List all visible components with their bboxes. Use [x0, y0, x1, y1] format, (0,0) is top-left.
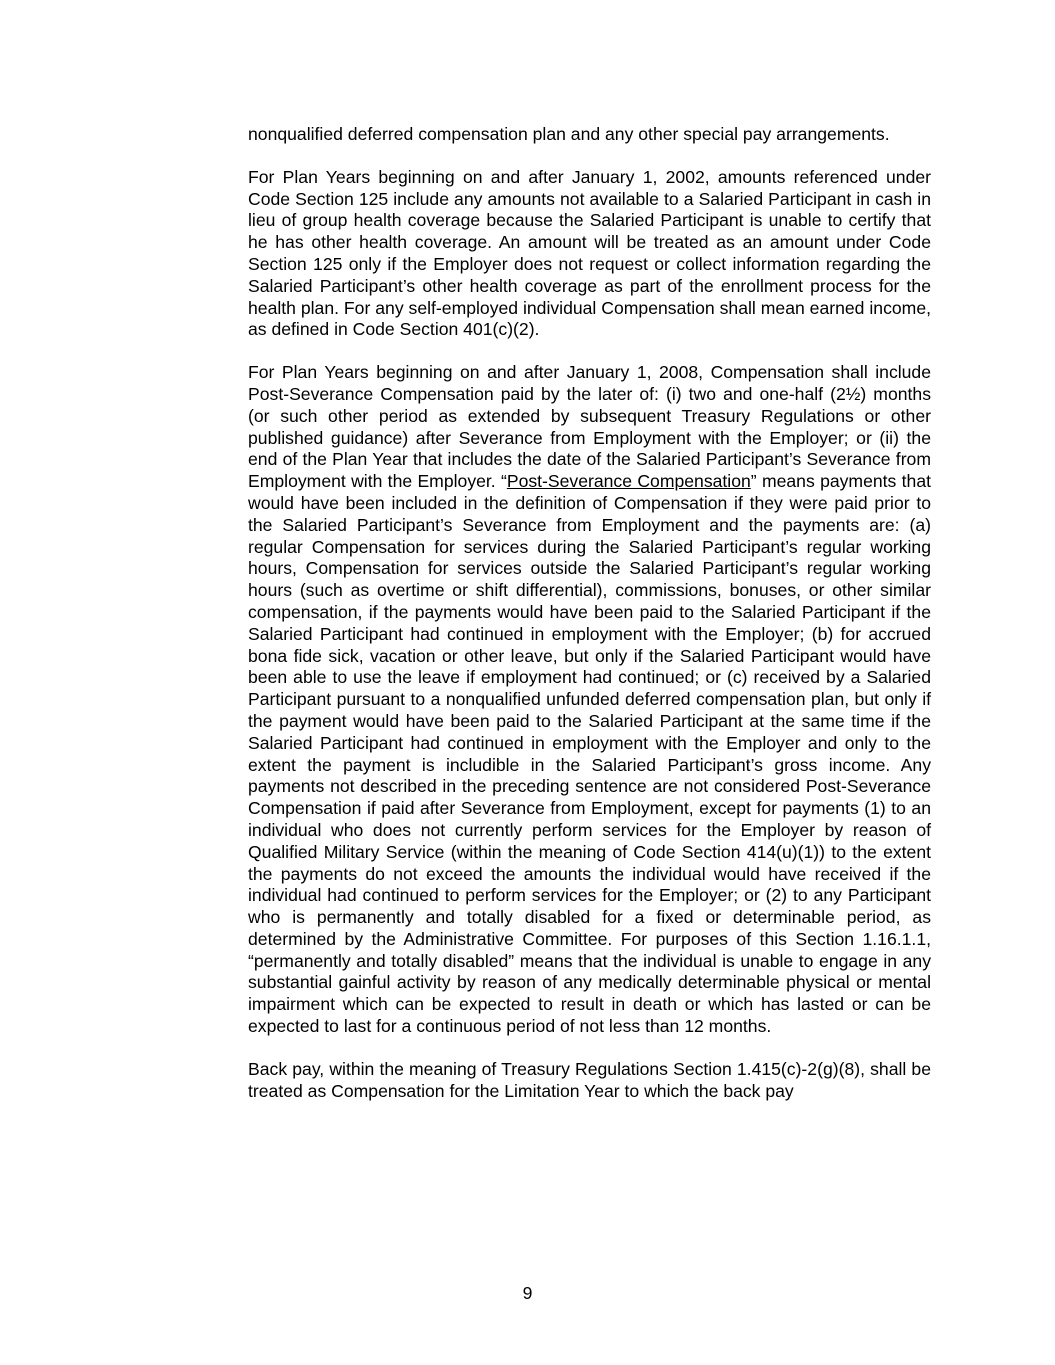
page-number: 9: [522, 1283, 533, 1303]
body-text: [248, 124, 931, 1123]
paragraph-text-after-term: ” means payments that would have been included in the definition of Compensation if they were paid prior to the Salaried Participant’s Severance from Employment and the payments are: (a) regular Compensation for services during the Salaried Participant’s regular working hours, Compensation for services outside the Salaried Participant’s regular working hours (such as overtime or shift differential), commissions, bonuses, or other similar compensation, if the payments would have been paid to the Salaried Participant if the Salaried Participant had continued in employment with the Employer; (b) for accrued bona fide sick, vacation or other leave, but only if the Salaried Participant would have been able to use the leave if employment had continued; or (c) received by a Salaried Participant pursuant to a nonqualified unfunded deferred compensation plan, but only if the payment would have been paid to the Salaried Participant at the same time if the Salaried Participant had continued in employment with the Employer and only to the extent the payment is includible in the Salaried Participant’s gross income. Any payments not described in the preceding sentence are not considered Post-Severance Compensation if paid after Severance from Employment, except for payments (1) to an individual who does not currently perform services for the Employer by reason of Qualified Military Service (within the meaning of Code Section 414(u)(1)) to the extent the payments do not exceed the amounts the individual would have received if the individual had continued to perform services for the Employer; or (2) to any Participant who is permanently and totally disabled for a fixed or determinable period, as determined by the Administrative Committee. For purposes of this Section 1.16.1.1, “permanently and totally disabled” means that the individual is unable to engage in any substantial gainful activity by reason of any medically determinable physical or mental impairment which can be expected to result in death or which has lasted or can be expected to last for a continuous period of not less than 12 months.: [248, 471, 931, 1037]
paragraph-back-pay: Back pay, within the meaning of Treasury Regulations Section 1.415(c)-2(g)(8), shall be treated as Compensation for the Limitation Year to which the back pay: [248, 1058, 931, 1101]
paragraph-continuation: nonqualified deferred compensation plan and any other special pay arrangements.: [248, 124, 890, 144]
paragraph-text-before-term: For Plan Years beginning on and after January 1, 2008, Compensation shall include Post-Severance Compensation paid by the later of: (i) two and one-half (2½) months (or such other period as extended by subsequent Treasury Regulations or other published guidance) after Severance from Employment with the Employer; or (ii) the end of the Plan Year that includes the date of the Salaried Participant’s Severance from Employment with the Employer. “: [248, 362, 931, 492]
defined-term-post-severance-compensation: Post-Severance Compensation: [506, 471, 751, 492]
paragraph-code-section-125: For Plan Years beginning on and after January 1, 2002, amounts referenced under Code Section 125 include any amounts not available to a Salaried Participant in cash in lieu of group health coverage because the Salaried Participant is unable to certify that he has other health coverage. An amount will be treated as an amount under Code Section 125 only if the Employer does not request or collect information regarding the Salaried Participant’s other health coverage as part of the enrollment process for the health plan. For any self-employed individual Compensation shall mean earned income, as defined in Code Section 401(c)(2).: [248, 166, 931, 340]
paragraph-post-severance-compensation: [248, 362, 931, 1038]
